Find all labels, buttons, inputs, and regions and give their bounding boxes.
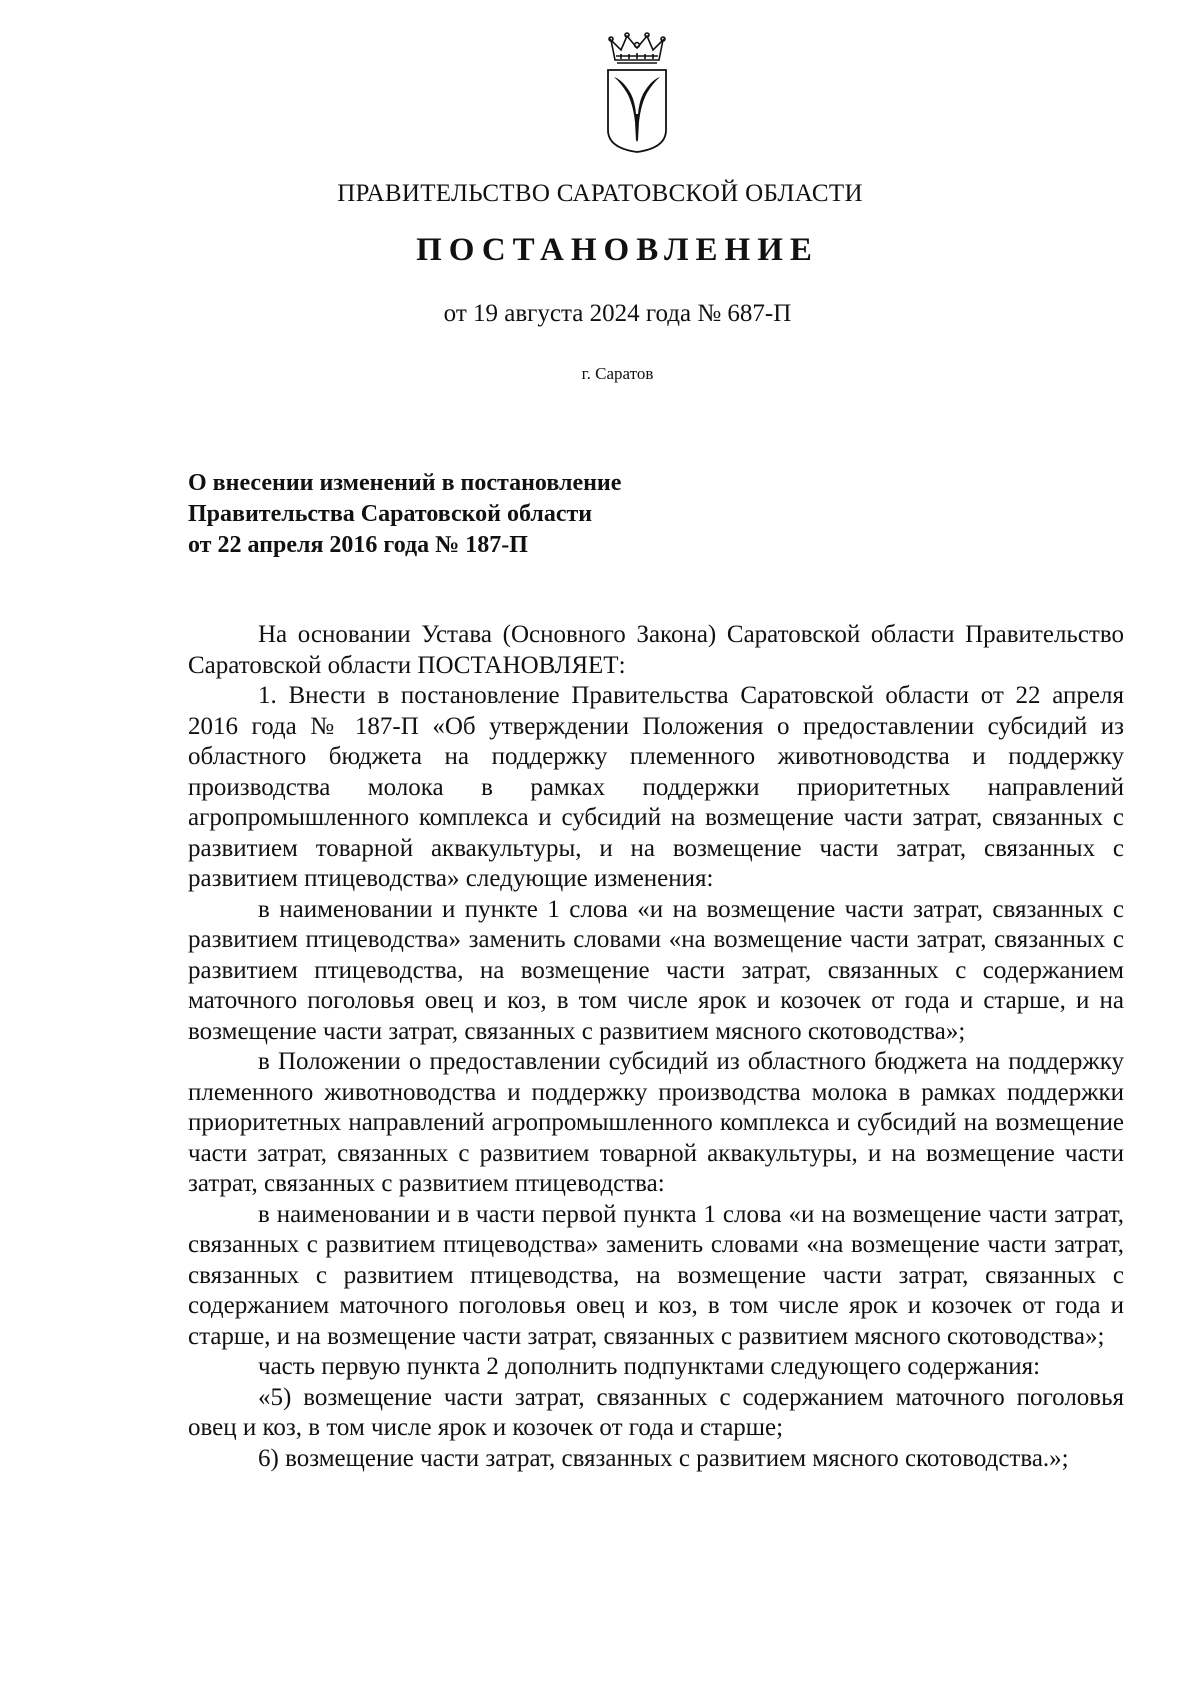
body-paragraph: 6) возмещение части затрат, связанных с развитием мясного скотоводства.»; <box>258 1444 1069 1472</box>
body-paragraph: в наименовании и пункте 1 слова «и на возмещение части затрат, связанных с развитием птицеводства» заменить словами «на возмещение части затрат, связанных с развитием птицеводства, на возмещение части затрат, связанных с содержанием маточного поголовья овец и коз, в том числе ярок и козочек от года и старше, и на возмещение части затрат, связанных с развитием мясного скотоводства»; <box>188 895 1124 1045</box>
body-paragraph: часть первую пункта 2 дополнить подпунктами следующего содержания: <box>258 1353 1041 1380</box>
body-paragraph: На основании Устава (Основного Закона) Саратовской области Правительство Саратовской области ПОСТАНОВЛЯЕТ: <box>188 621 1124 679</box>
document-type: ПОСТАНОВЛЕНИЕ <box>416 232 819 268</box>
body-paragraph: 1. Внести в постановление Правительства Саратовской области от 22 апреля 2016 года № 187-П «Об утверждении Положения о предоставлении субсидий из областного бюджета на поддержку племенного животноводства и поддержку производства молока в рамках поддержки приоритетных направлений агропромышленного комплекса и субсидий на возмещение части затрат, связанных с развитием товарной аквакультуры, и на возмещение части затрат, связанных с развитием птицеводства» следующие изменения: <box>188 682 1124 892</box>
document-city: г. Саратов <box>581 364 654 383</box>
document-date-number: от 19 августа 2024 года № 687-П <box>443 300 792 327</box>
body-paragraph: в наименовании и в части первой пункта 1 слова «и на возмещение части затрат, связанных с развитием птицеводства» заменить словами «на возмещение части затрат, связанных с развитием птицеводства, на возмещение части затрат, связанных с содержанием маточного поголовья овец и коз, в том числе ярок и козочек от года и старше, и на возмещение части затрат, связанных с развитием мясного скотоводства»; <box>188 1200 1124 1350</box>
subject-line: от 22 апреля 2016 года № 187-П <box>188 532 528 558</box>
document-subject <box>188 468 621 561</box>
document-body <box>188 620 1124 1474</box>
coat-of-arms-icon <box>601 30 673 156</box>
subject-line: Правительства Саратовской области <box>188 501 593 527</box>
organization-name: ПРАВИТЕЛЬСТВО САРАТОВСКОЙ ОБЛАСТИ <box>337 180 863 207</box>
body-paragraph: в Положении о предоставлении субсидий из областного бюджета на поддержку племенного животноводства и поддержку производства молока в рамках поддержки приоритетных направлений агропромышленного комплекса и субсидий на возмещение части затрат, связанных с развитием товарной аквакультуры, и на возмещение части затрат, связанных с развитием птицеводства: <box>188 1048 1124 1197</box>
subject-line: О внесении изменений в постановление <box>188 470 622 496</box>
body-paragraph: «5) возмещение части затрат, связанных с содержанием маточного поголовья овец и коз, в том числе ярок и козочек от года и старше; <box>188 1383 1124 1441</box>
